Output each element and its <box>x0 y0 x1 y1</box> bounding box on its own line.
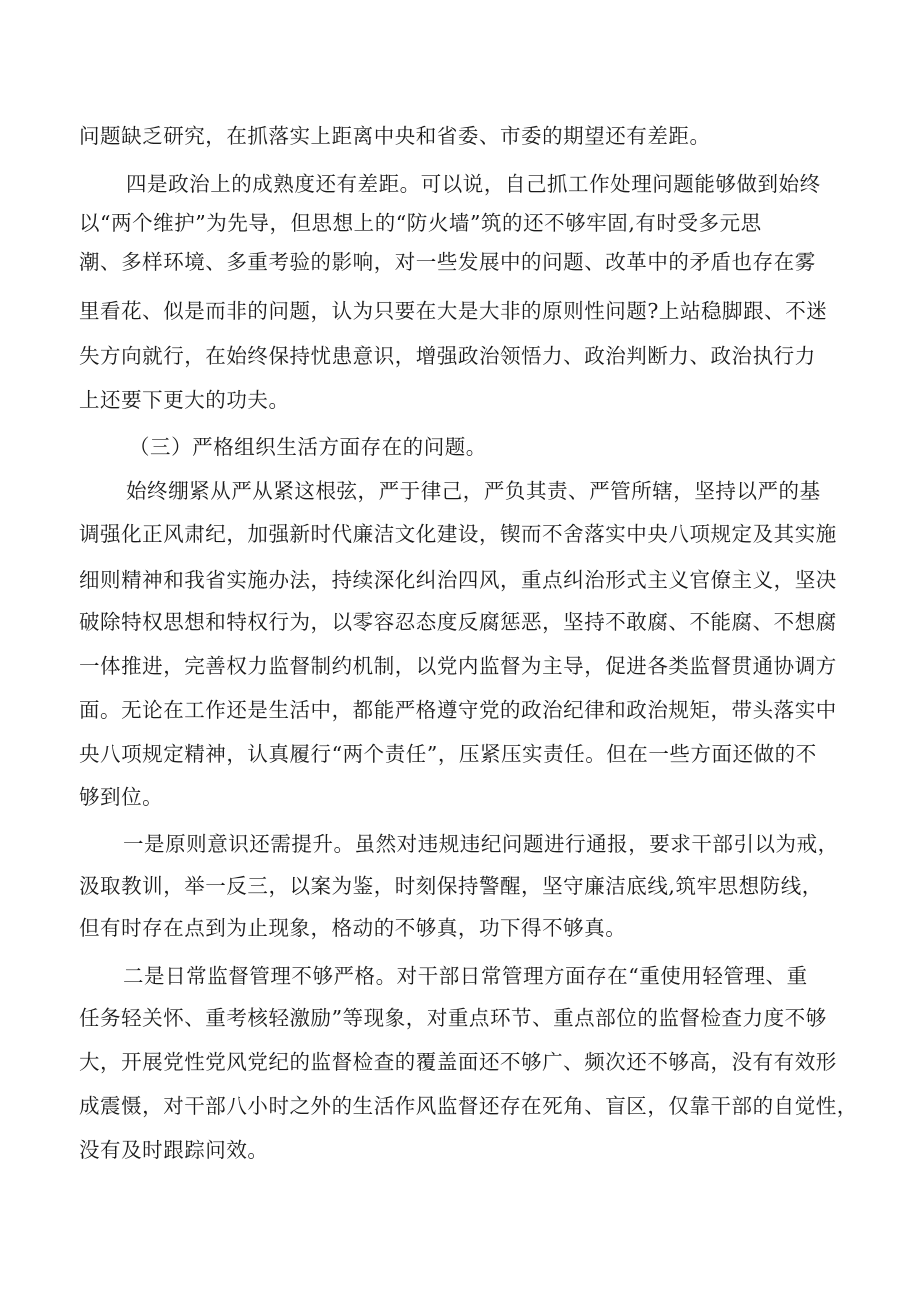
text-line: 里看花、似是而非的问题，认为只要在大是大非的原则性问题?上站稳脚跟、不迷 <box>79 299 828 323</box>
text-line: 一体推进，完善权力监督制约机制，以党内监督为主导，促进各类监督贯通协调方 <box>79 654 837 678</box>
text-line: 一是原则意识还需提升。虽然对违规违纪问题进行通报，要求干部引以为戒， <box>123 832 839 856</box>
text-line: 面。无论在工作还是生活中，都能严格遵守党的政治纪律和政治规矩，带头落实中 <box>79 698 837 722</box>
text-line: 二是日常监督管理不够严格。对干部日常管理方面存在“重使用轻管理、重 <box>123 964 808 988</box>
text-line: 破除特权思想和特权行为，以零容忍态度反腐惩恶，坚持不敢腐、不能腐、不想腐 <box>79 610 837 634</box>
text-line: 以“两个维护”为先导，但思想上的“防火墙”筑的还不够牢固,有时受多元思 <box>79 211 762 235</box>
text-line: 汲取教训，举一反三，以案为鉴，时刻保持警醒，坚守廉洁底线,筑牢思想防线， <box>79 874 823 898</box>
text-line: 失方向就行，在始终保持忧患意识，增强政治领悟力、政治判断力、政治执行力 <box>79 344 816 368</box>
section-heading: （三）严格组织生活方面存在的问题。 <box>129 435 487 459</box>
text-line: 成震慑，对干部八小时之外的生活作风监督还存在死角、盲区，仅靠干部的自觉性， <box>79 1094 858 1118</box>
text-line: 够到位。 <box>79 785 164 809</box>
text-line: 央八项规定精神，认真履行“两个责任”，压紧压实责任。但在一些方面还做的不 <box>79 742 817 766</box>
text-line: 上还要下更大的功夫。 <box>79 388 290 412</box>
text-line: 没有及时跟踪问效。 <box>79 1138 269 1162</box>
text-line: 问题缺乏研究，在抓落实上距离中央和省委、市委的期望还有差距。 <box>79 124 711 148</box>
text-line: 细则精神和我省实施办法，持续深化纠治四风，重点纠治形式主义官僚主义，坚决 <box>79 568 837 592</box>
text-line: 调强化正风肃纪，加强新时代廉洁文化建设，锲而不舍落实中央八项规定及其实施 <box>79 522 837 546</box>
text-line: 但有时存在点到为止现象，格动的不够真，功下得不够真。 <box>79 916 627 940</box>
text-line: 大，开展党性党风党纪的监督检查的覆盖面还不够广、频次还不够高，没有有效形 <box>79 1050 837 1074</box>
text-line: 任务轻关怀、重考核轻激励”等现象，对重点环节、重点部位的监督检查力度不够 <box>79 1006 827 1030</box>
text-line: 始终绷紧从严从紧这根弦，严于律己，严负其责、严管所辖，坚持以严的基 <box>126 479 821 503</box>
text-line: 四是政治上的成熟度还有差距。可以说，自己抓工作处理问题能够做到始终 <box>126 172 821 196</box>
text-line: 潮、多样环境、多重考验的影响，对一些发展中的问题、改革中的矛盾也存在雾 <box>79 250 816 274</box>
